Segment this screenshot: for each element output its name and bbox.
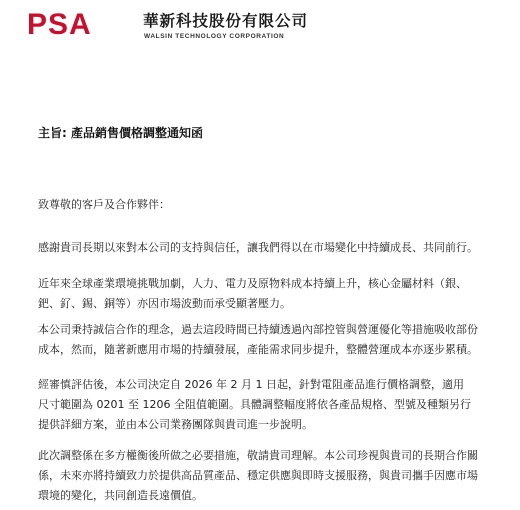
company-name-en: WALSIN TECHNOLOGY CORPORATION	[144, 33, 285, 40]
greeting: 致尊敬的客戶及合作夥伴：	[38, 198, 170, 211]
paragraph-line: 經審慎評估後，本公司決定自 2026 年 2 月 1 日起，針對電阻產品進行價格調整，適用	[38, 378, 464, 391]
paragraph-line: 成本，然而，隨著新應用市場的持續發展，產能需求同步提升，整體營運成本亦逐步累積。	[38, 343, 478, 356]
company-logo: PSA	[27, 8, 92, 41]
paragraph-line: 本公司秉持誠信合作的理念，過去這段時間已持續透過內部控管與營運優化等措施吸收部份	[38, 323, 478, 336]
paragraph-line: 環境的變化，共同創造長遠價值。	[38, 489, 203, 502]
paragraph-5	[38, 446, 506, 506]
paragraph-line: 鈀、釕、錫、銅等）亦因市場波動而承受顯著壓力。	[38, 297, 291, 310]
paragraph-line: 尺寸範圍為 0201 至 1206 全阻值範圍。具體調整幅度將依各產品規格、型號及種類另行	[38, 398, 471, 411]
paragraph-3	[38, 320, 506, 360]
company-name-cn: 華新科技股份有限公司	[143, 12, 309, 30]
paragraph-1	[38, 238, 506, 258]
paragraph-line: 近年來全球產業環境挑戰加劇，人力、電力及原物料成本持續上升，核心金屬材料（銀、	[38, 277, 467, 290]
paragraph-2	[38, 274, 506, 314]
subject-line: 主旨: 產品銷售價格調整通知函	[38, 126, 203, 140]
paragraph-line: 係，未來亦將持續致力於提供高品質產品、穩定供應與即時支援服務，與貴司攜手因應市場	[38, 469, 478, 482]
paragraph-line: 提供詳細方案，並由本公司業務團隊與貴司進一步說明。	[38, 418, 313, 431]
paragraph-4	[38, 375, 506, 435]
paragraph-line: 感謝貴司長期以來對本公司的支持與信任，讓我們得以在市場變化中持續成長、共同前行。	[38, 241, 478, 254]
paragraph-line: 此次調整係在多方權衡後所做之必要措施，敬請貴司理解。本公司珍視與貴司的長期合作關	[38, 449, 478, 462]
